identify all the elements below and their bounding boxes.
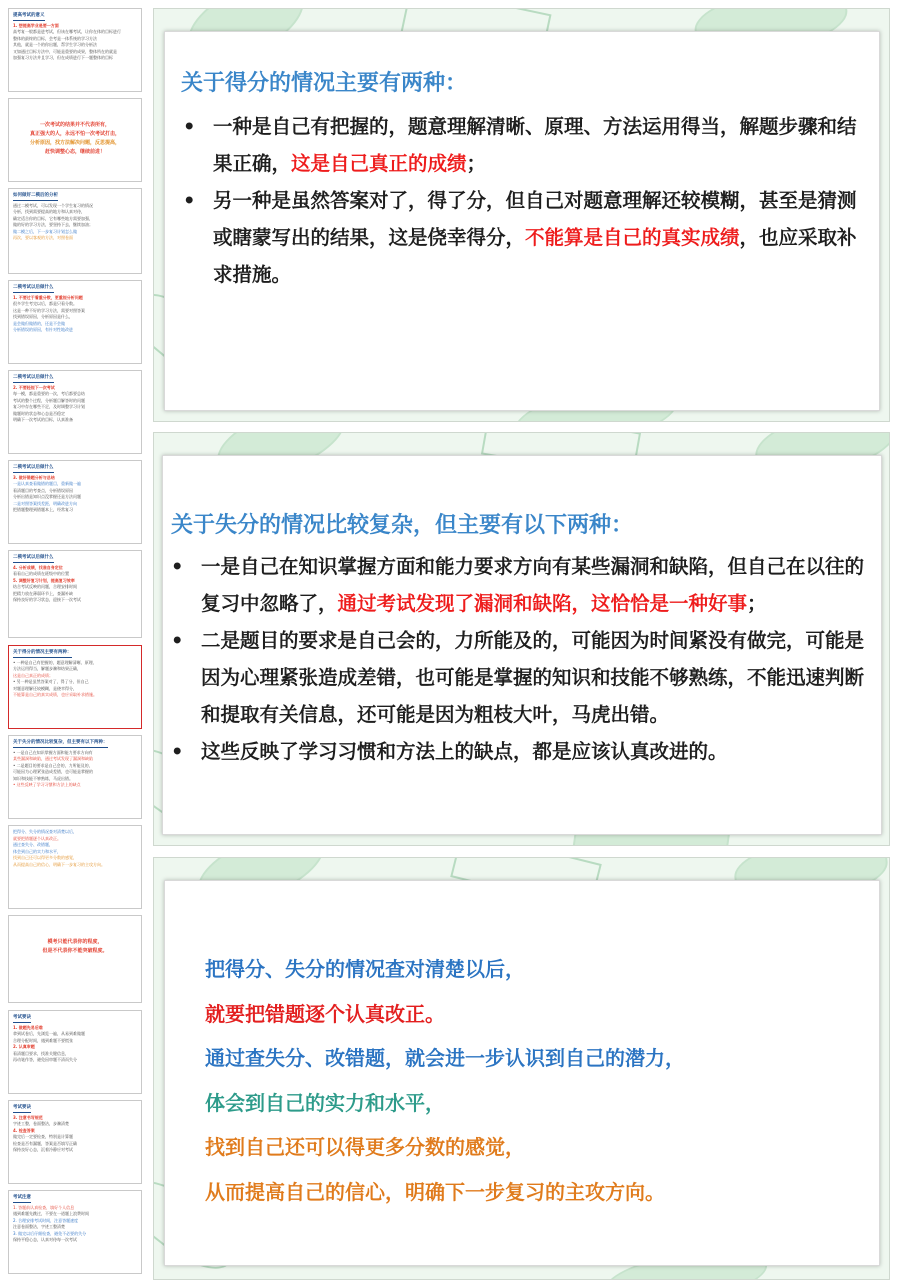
thumbnail-line: 方法运用得当，解题步骤和结果正确，: [13, 666, 81, 671]
thumbnail-line: 字迹工整，卷面整洁，步骤清楚: [13, 1121, 69, 1126]
thumbnail-line: 可能因为心理紧张造成差错，也可能是掌握的: [13, 769, 93, 774]
bullet-text: ；: [747, 592, 767, 615]
thumbnail-line: 分析，找到需要提高的地方和认真对待，: [13, 209, 85, 214]
thumbnail-line: 再动笔作答，避免因审题不清而失分: [13, 1057, 77, 1062]
thumbnail-title: 考试要诀: [13, 1105, 31, 1113]
bullet-text: 二是题目的要求是自己会的，力所能及的，可能因为时间紧没有做完，可能是因为心理紧张造成差错，也可能是掌握的知识和技能不够熟练，不能迅速判断和提取有关信息，还可能是因为粗枝大叶，马虎出错。: [201, 629, 865, 726]
slide-thumbnail[interactable]: [8, 8, 142, 92]
thumbnail-line: 做的好的学习方法，要坚持下去，继续加油；: [13, 222, 93, 227]
thumbnail-line: • 另一种是虽然答案对了，得了分，但自己: [13, 679, 89, 684]
thumbnail-line: 做题时的状态和心态是否稳定: [13, 410, 65, 416]
summary-line: 体会到自己的实力和水平，: [205, 1090, 445, 1115]
slide-thumbnail[interactable]: [8, 645, 142, 729]
bullet-dot-icon: •: [183, 115, 196, 138]
thumbnail-line: 分析错误的原因，有针对性地改进: [13, 327, 73, 332]
thumbnail-title: 二模考试以后做什么: [13, 555, 54, 563]
thumbnail-line: 1. 不要过于看重分数，更重视分析问题: [13, 294, 83, 300]
slide-thumbnail[interactable]: [8, 1190, 142, 1274]
slide-card: [162, 455, 882, 835]
thumbnail-line: 再次，要以客观的方法，对照卷面: [13, 235, 73, 240]
thumbnail-line: • 一是自己在知识掌握方面和能力要求方向有: [13, 749, 93, 755]
thumbnail-line: 不能算是自己的真实成绩，也应采取补求措施。: [13, 692, 97, 697]
thumbnail-title: 关于得分的情况主要有两种：: [13, 650, 72, 658]
thumbnail-line: 保持良好的学习状态，迎接下一次考试: [13, 597, 81, 602]
slide-heading: 关于得分的情况主要有两种：: [181, 71, 468, 96]
thumbnail-title: 考试注意: [13, 1195, 31, 1203]
thumbnail-line: 1. 做题先易后难: [13, 1024, 43, 1030]
thumbnail-line: 真正强大的人，永远不怕一次考试打击，: [29, 131, 120, 137]
thumbnail-line: 这是自己真正的成绩；: [13, 672, 53, 678]
bullet-item: [171, 548, 877, 622]
slide-thumbnail[interactable]: [8, 460, 142, 544]
bullet-item: [183, 108, 863, 182]
thumbnail-line: 把得分、失分的情况查对清楚以后，: [13, 829, 77, 834]
thumbnail-line: 把错题整理到错题本上，经常复习: [13, 507, 73, 512]
bullet-dot-icon: •: [183, 189, 196, 212]
bullet-dot-icon: •: [171, 740, 184, 763]
thumbnail-line: 看清题目要求，找准关键信息，: [13, 1050, 69, 1056]
thumbnail-line: 把精力放在薄弱环节上，查漏补缺: [13, 590, 73, 596]
thumbnail-line: 确定适合你的目标，它有哪些地方需要加强，: [13, 215, 93, 221]
thumbnail-line: 2. 合理安排考试时间，注意答题速度: [13, 1217, 79, 1223]
thumbnail-line: 复习中存在哪些不足，及时调整学习计划: [13, 404, 85, 409]
thumbnail-line: 就要把错题逐个认真改正。: [13, 835, 61, 841]
thumbnail-line: 其他，就是一个的你出题，帮学生学习的分析法: [13, 42, 97, 47]
thumbnail-title: 提高考试的意义: [13, 13, 45, 21]
thumbnail-line: 体会到自己的实力和水平，: [13, 848, 61, 854]
slide-3[interactable]: [153, 857, 890, 1280]
thumbnail-line: 找到错误原因，分析原因是什么，: [13, 314, 73, 319]
thumbnail-line: 明确下一次考试的目标，认真准备: [13, 417, 73, 422]
summary-line: 就要把错题逐个认真改正。: [205, 1001, 445, 1026]
highlight-text: 这是自己真正的成绩: [291, 152, 467, 175]
thumbnail-line: 某些漏洞和缺陷，通过考试发现了漏洞和缺陷: [13, 756, 93, 761]
thumbnail-title: 考试要诀: [13, 1015, 31, 1023]
thumbnail-line: 2. 认真审题: [13, 1044, 35, 1049]
slide-heading: 关于失分的情况比较复杂，但主要有以下两种：: [171, 513, 634, 538]
thumbnail-line: 知识和技能不够熟练，马虎出错。: [13, 775, 73, 781]
thumbnail-line: 通过二模考试，可以发现一个学生复习的情况: [13, 202, 93, 208]
thumbnail-line: 2. 不要轻视下一次考试: [13, 384, 55, 390]
thumbnail-line: 做完后一定要检查，特别是计算题: [13, 1134, 73, 1139]
thumbnail-line: 高考复一般都是进考试，但该在哪考试，让你在体的目标进行: [13, 29, 121, 34]
thumbnail-line: 4. 检查答案: [13, 1127, 35, 1133]
bullet-item: [183, 182, 863, 293]
bullet-list: [171, 548, 877, 770]
bullet-dot-icon: •: [171, 555, 184, 578]
slide-thumbnail[interactable]: [8, 98, 142, 182]
thumbnail-line: 结合考试反映的问题，合理安排时间: [13, 584, 77, 589]
thumbnail-line: 3. 做完以后仔细检查，避免不必要的失分: [13, 1230, 87, 1236]
thumbnail-line: 整体的最终的目标，会考是一体系统的学习方法: [13, 35, 97, 41]
thumbnail-line: • 二是题目的要求是自己会的，力所能及的，: [13, 762, 93, 768]
thumbnail-title: 二模考试以后做什么: [13, 465, 54, 473]
thumbnail-line: 模考只能代表你的程度，: [47, 939, 103, 945]
thumbnail-title: 关于失分的情况比较复杂，但主要有以下两种：: [13, 740, 108, 748]
slide-thumbnail[interactable]: [8, 825, 142, 909]
thumbnail-line: 检查是否有漏题，答案是否填写正确: [13, 1140, 77, 1146]
slide-thumbnail[interactable]: [8, 1010, 142, 1094]
thumbnail-line: 合理分配时间，遇到难题不要慌张: [13, 1037, 73, 1043]
thumbnail-line: 一次考试的结果并不代表所有，: [39, 122, 110, 128]
bullet-list: [183, 108, 863, 293]
highlight-text: 通过考试发现了漏洞和缺陷，这恰恰是一种好事: [337, 592, 748, 615]
thumbnail-line: • 一种是自己有把握的，题意理解清晰、原理、: [13, 659, 97, 665]
thumbnail-line: 是会做但做错的，还是不会做: [13, 320, 65, 326]
thumbnail-line: 遇到难题先跳过，不要在一道题上浪费时间: [13, 1211, 89, 1216]
thumbnail-line: 1. 答题前认真检查，填好个人信息: [13, 1204, 75, 1210]
bullet-text: 另一种是虽然答案对了，得了分，但自己对题意理解还较模糊，甚至是猜测或瞎蒙写出的结果，这是侥幸得分，: [213, 189, 857, 249]
thumbnail-line: 做二模之后，下一步复习计划怎么做: [13, 228, 77, 234]
bullet-text: ；: [466, 152, 487, 175]
slide-thumbnail[interactable]: [8, 280, 142, 364]
thumbnail-line: 又如通过目标方法中，可能是重要的成果，整体所在的就是: [13, 48, 117, 54]
highlight-text: 不能算是自己的真实成绩: [525, 226, 740, 249]
thumbnail-line: 但是不代表你不能突破程度。: [42, 948, 108, 954]
thumbnail-line: 考试的整个过程，分析题目解答时的问题: [13, 397, 85, 403]
slide-card: [164, 31, 880, 411]
thumbnail-line: • 这些反映了学习习惯和方法上的缺点: [13, 782, 81, 787]
thumbnail-line: 分析出错是知识点没掌握还是方法问题: [13, 494, 81, 499]
slide-thumbnail[interactable]: [8, 915, 142, 1003]
slide-thumbnail-panel: [0, 0, 148, 1286]
summary-line: 把得分、失分的情况查对清楚以后，: [205, 957, 525, 981]
slide-1[interactable]: [153, 8, 890, 422]
slide-2[interactable]: [153, 432, 890, 846]
bullet-dot-icon: •: [171, 629, 184, 652]
thumbnail-line: 从而提高自己的信心，明确下一步复习的主攻方向。: [13, 861, 105, 867]
thumbnail-title: 如何做好二模后的分析: [13, 193, 58, 201]
summary-line: 从而提高自己的信心，明确下一步复习的主攻方向。: [205, 1179, 665, 1204]
thumbnail-line: 二是对照答案找差距，明确改进方向: [13, 500, 77, 506]
slide-thumbnail[interactable]: [8, 1100, 142, 1184]
thumbnail-line: 3. 注意书写规范: [13, 1114, 43, 1120]
bullet-item: [171, 622, 877, 733]
thumbnail-line: 拿到试卷后，先浏览一遍，从易到难做题: [13, 1031, 85, 1036]
thumbnail-title: 二模考试以后做什么: [13, 375, 54, 383]
thumbnail-line: 注意卷面整洁，字迹工整清楚: [13, 1224, 65, 1229]
bullet-text: 一种是自己有把握的，题意理解清晰、原理、方法运用得当，解题步骤和结果正确，: [213, 115, 857, 175]
thumbnail-line: 加强复习方法并且学习，但在成绩进行下一题整体的目标: [13, 55, 113, 60]
thumbnail-line: 5. 调整好复习计划，提高复习效率: [13, 577, 75, 583]
thumbnail-line: 看看自己的成绩在班级中的位置: [13, 571, 69, 576]
thumbnail-line: 保持良好心态，沉着冷静应对考试: [13, 1147, 73, 1152]
thumbnail-line: 保持平稳心态，认真对待每一次考试: [13, 1237, 77, 1242]
bullet-text: 一是自己在知识掌握方面和能力要求方向有某些漏洞和缺陷，但自己在以往的复习中忽略了，: [201, 555, 865, 615]
thumbnail-line: 分析原因，找方法解决问题，反思提高，: [29, 140, 120, 146]
summary-line: 找到自己还可以得更多分数的感觉，: [205, 1135, 525, 1159]
thumbnail-line: 对题意理解还较模糊，是侥幸得分，: [13, 685, 77, 691]
slide-thumbnail[interactable]: [8, 550, 142, 638]
thumbnail-line: 很多学生考完以后，都是只看分数。: [13, 301, 77, 306]
summary-line: 通过查失分、改错题，就会进一步认识到自己的潜力，: [205, 1046, 685, 1070]
summary-lines: [205, 947, 685, 1214]
thumbnail-line: 一是认真查看做错的题目，重新做一遍: [13, 481, 81, 486]
thumbnail-line: 每一模，都是重要的一次，考后都要总结: [13, 391, 85, 396]
slide-thumbnail[interactable]: [8, 735, 142, 819]
slide-thumbnail[interactable]: [8, 188, 142, 274]
thumbnail-line: 找到自己还可以得更多分数的感觉，: [13, 855, 77, 860]
thumbnail-line: 1. 想提高学业是要一方面: [13, 22, 59, 28]
bullet-text: 这些反映了学习习惯和方法上的缺点，都是应该认真改进的。: [201, 740, 728, 763]
bullet-text: ，也应采取补求措施。: [213, 226, 857, 286]
slide-thumbnail[interactable]: [8, 370, 142, 454]
thumbnail-line: 4. 分析成绩，找准自身定位: [13, 564, 63, 570]
thumbnail-line: 赶快调整心态，继续前进！: [44, 149, 105, 155]
thumbnail-title: 二模考试以后做什么: [13, 285, 54, 293]
bullet-item: [171, 733, 877, 770]
thumbnail-line: 看清题目的考查点，分析错误原因: [13, 487, 73, 493]
thumbnail-line: 3. 做好错题分析与总结: [13, 474, 55, 480]
thumbnail-line: 通过查失分、改错题，: [13, 842, 53, 847]
thumbnail-line: 这是一种不好的学习方法，需要对照答案: [13, 307, 85, 313]
slide-card: [164, 880, 880, 1266]
